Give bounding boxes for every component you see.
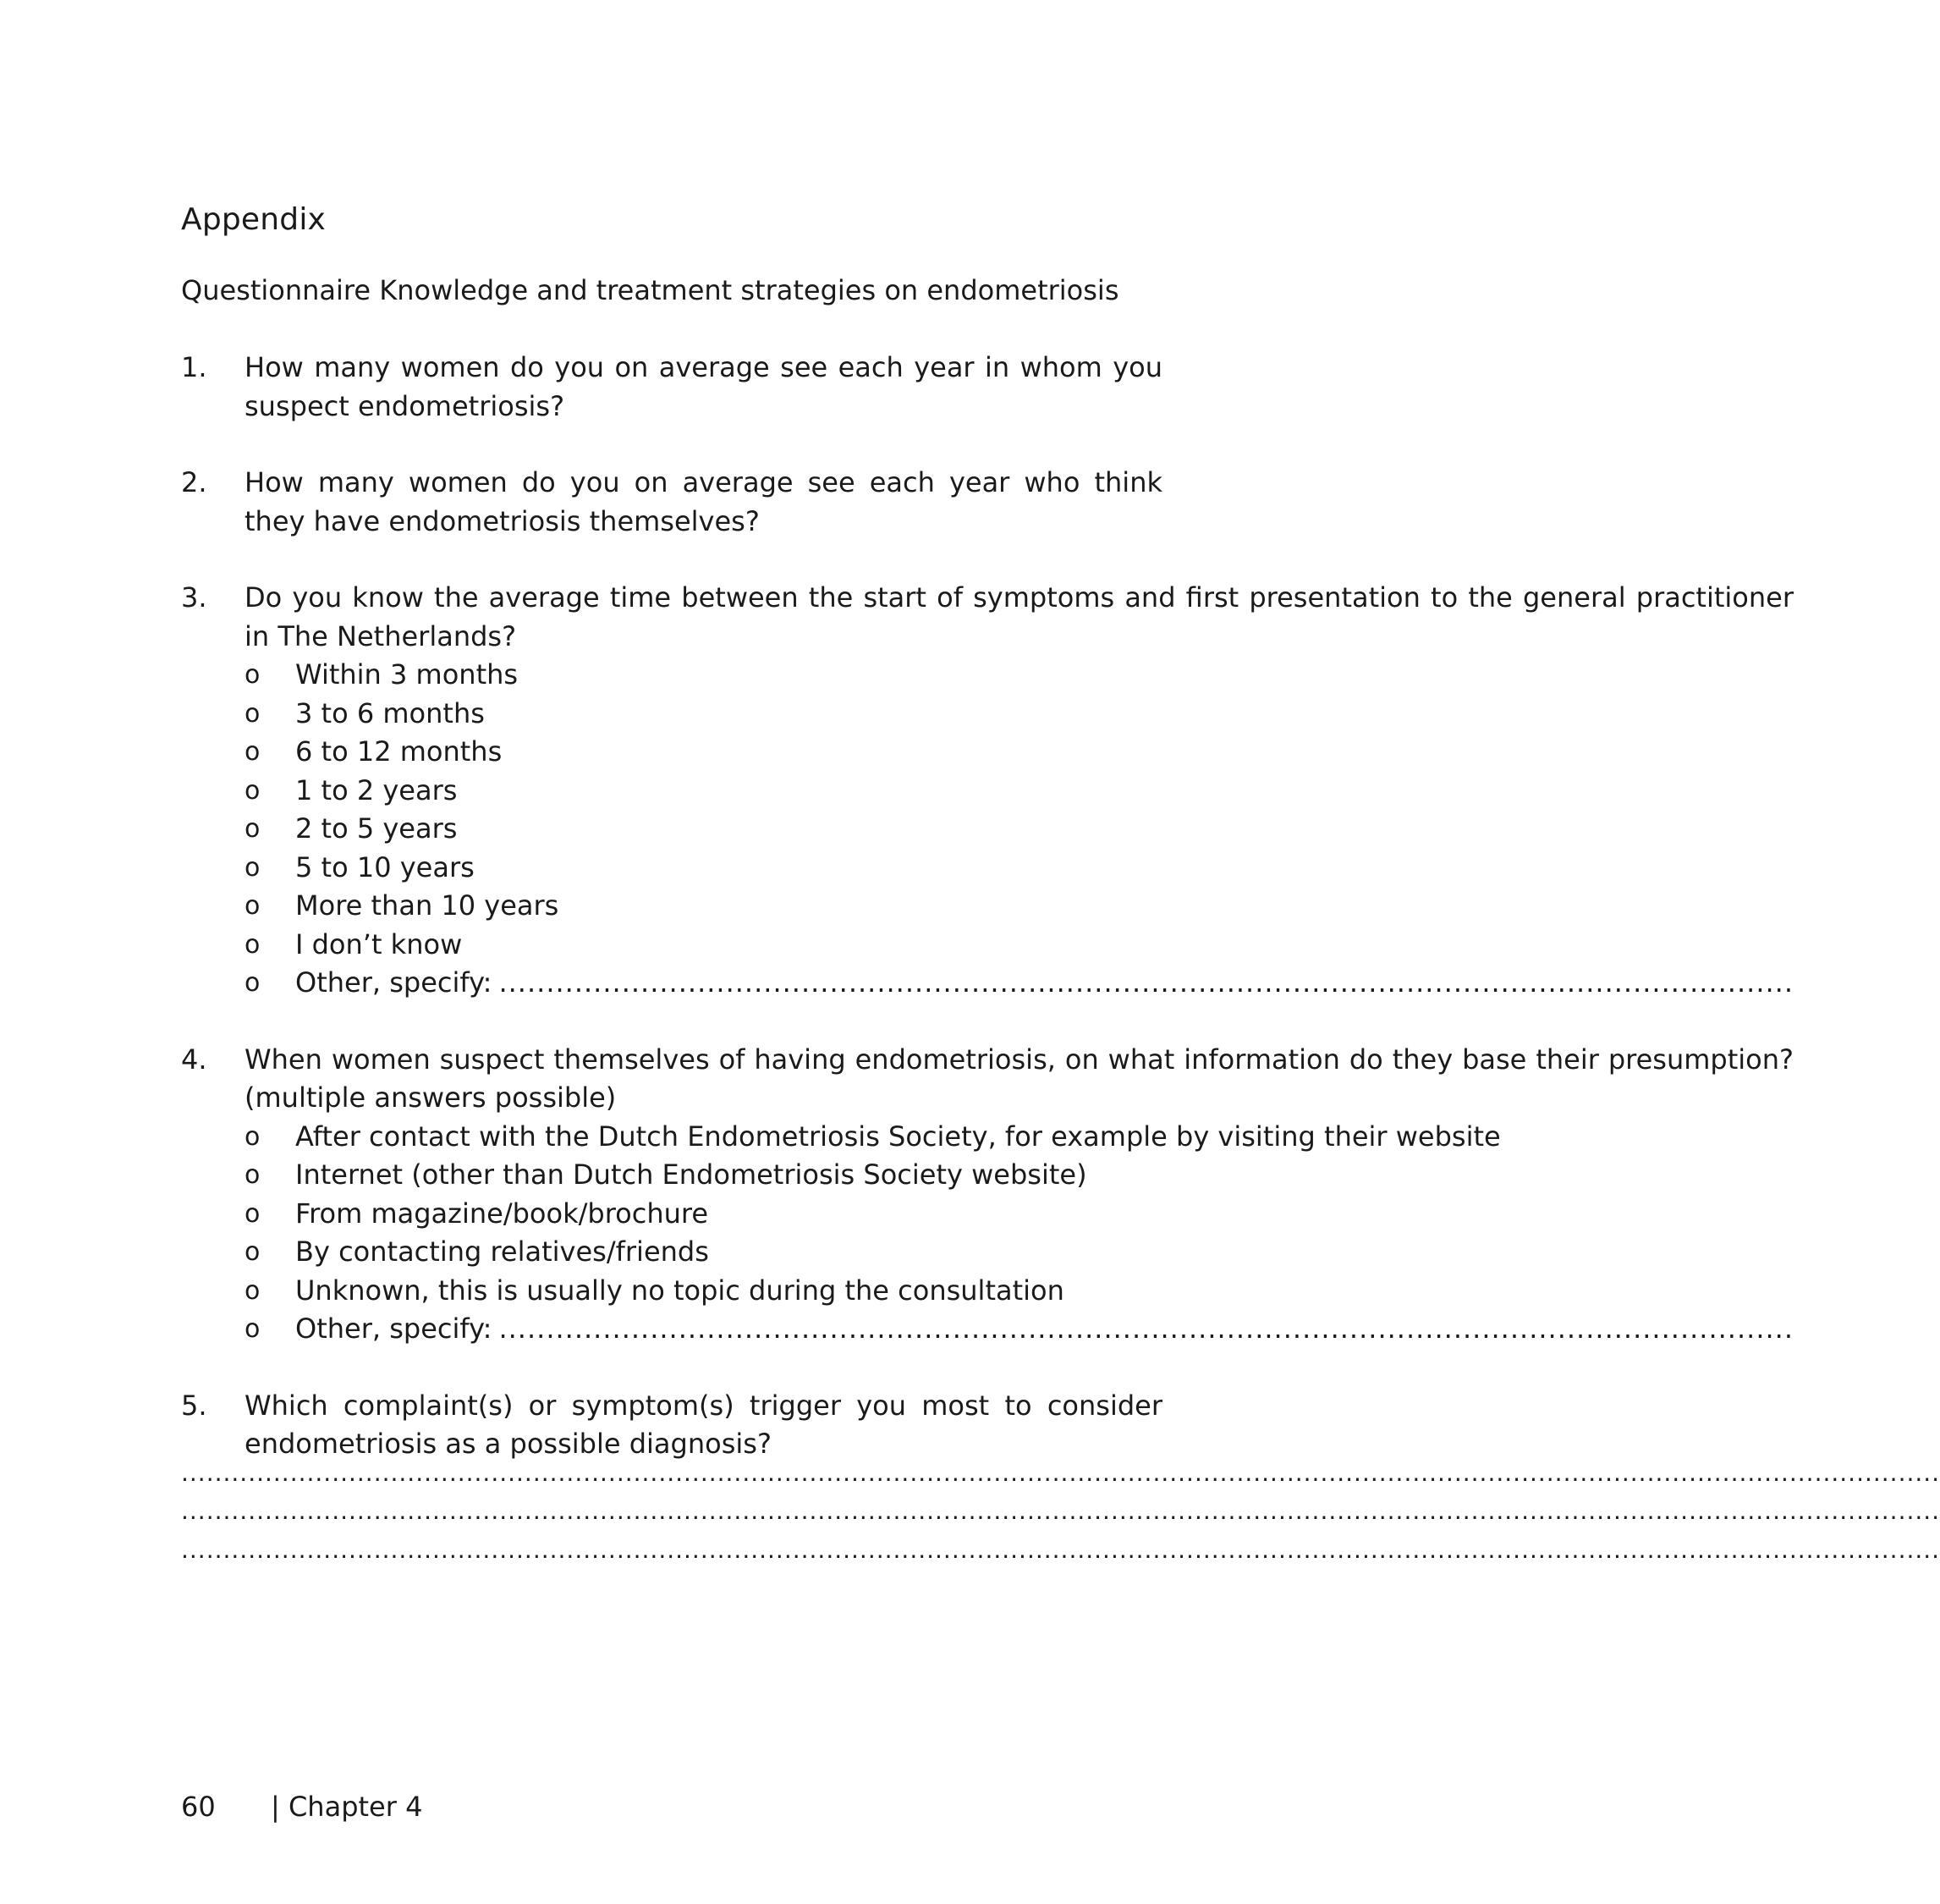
question-text: When women suspect themselves of having endometriosis, on what information do they base their presumption? (multiple answers possible) <box>245 1043 1794 1114</box>
checkbox-circle-icon[interactable]: o <box>245 698 261 729</box>
question-number: 3. <box>181 581 207 614</box>
question-text: How many women do you on average see each year in whom you suspect endometriosis? <box>245 351 1162 422</box>
question-text: How many women do you on average see each year who think they have endometriosis themselves? <box>245 466 1162 537</box>
page-title: Appendix <box>181 202 327 237</box>
answer-option[interactable]: o After contact with the Dutch Endometriosis Society, for example by visiting their website <box>245 1118 1794 1157</box>
checkbox-circle-icon[interactable]: o <box>245 660 261 690</box>
checkbox-circle-icon[interactable]: o <box>245 1275 261 1306</box>
checkbox-circle-icon[interactable]: o <box>245 852 261 883</box>
checkbox-circle-icon[interactable]: o <box>245 737 261 767</box>
chapter-label: | Chapter 4 <box>271 1791 423 1823</box>
question-4 <box>181 1041 1794 1349</box>
page-number: 60 <box>181 1791 216 1823</box>
checkbox-circle-icon[interactable]: o <box>245 814 261 844</box>
question-3 <box>181 579 1794 1003</box>
question-number: 4. <box>181 1043 207 1076</box>
checkbox-circle-icon[interactable]: o <box>245 1160 261 1190</box>
question-list <box>181 349 1940 1569</box>
answer-option[interactable]: o 2 to 5 years <box>245 810 1794 849</box>
answer-options <box>245 656 1794 1003</box>
checkbox-circle-icon[interactable]: o <box>245 1198 261 1229</box>
checkbox-circle-icon[interactable]: o <box>245 891 261 921</box>
checkbox-circle-icon[interactable]: o <box>245 1121 261 1152</box>
answer-option[interactable]: o 6 to 12 months <box>245 733 1794 772</box>
checkbox-circle-icon[interactable]: o <box>245 929 261 960</box>
question-2 <box>181 464 1162 541</box>
checkbox-circle-icon[interactable]: o <box>245 1237 261 1267</box>
question-1 <box>181 349 1162 426</box>
checkbox-circle-icon[interactable]: o <box>245 775 261 806</box>
answer-option[interactable]: o Within 3 months <box>245 656 1794 695</box>
free-text-answer-area[interactable] <box>181 1454 1940 1570</box>
answer-option[interactable]: o I don’t know <box>245 926 1794 965</box>
other-specify-field[interactable]: ......................................................................................................................................... <box>498 1312 1794 1345</box>
checkbox-circle-icon[interactable]: o <box>245 1314 261 1344</box>
answer-option-other[interactable] <box>245 1310 1794 1349</box>
answer-option[interactable]: o Internet (other than Dutch Endometriosis Society website) <box>245 1156 1794 1195</box>
question-number: 2. <box>181 466 207 498</box>
question-text: Do you know the average time between the start of symptoms and first presentation to the general practitioner in The Netherlands? <box>245 581 1794 652</box>
answer-option[interactable]: o 5 to 10 years <box>245 849 1794 888</box>
answer-line[interactable]: .................................................................................................................................................................................................................. <box>181 1497 1940 1525</box>
question-5 <box>181 1387 1162 1464</box>
answer-option[interactable]: o From magazine/book/brochure <box>245 1195 1794 1234</box>
other-specify-field[interactable]: ......................................................................................................................................... <box>498 966 1794 999</box>
question-number: 5. <box>181 1389 207 1422</box>
checkbox-circle-icon[interactable]: o <box>245 968 261 998</box>
answer-option[interactable]: o By contacting relatives/friends <box>245 1233 1794 1272</box>
page-content <box>181 195 1940 1569</box>
question-number: 1. <box>181 351 207 383</box>
page-footer <box>181 1787 422 1826</box>
other-label: Other, specify: <box>295 966 492 999</box>
answer-option[interactable]: o Unknown, this is usually no topic during the consultation <box>245 1272 1794 1311</box>
other-label: Other, specify: <box>295 1312 492 1345</box>
answer-line[interactable]: .................................................................................................................................................................................................................. <box>181 1458 1940 1487</box>
answer-option[interactable]: o 1 to 2 years <box>245 772 1794 811</box>
answer-line[interactable]: .................................................................................................................................................................................................................. <box>181 1535 1940 1564</box>
question-text: Which complaint(s) or symptom(s) trigger you most to consider endometriosis as a possible diagnosis? <box>245 1389 1162 1460</box>
answer-option[interactable]: o 3 to 6 months <box>245 695 1794 734</box>
answer-option[interactable]: o More than 10 years <box>245 887 1794 926</box>
questionnaire-title: Questionnaire Knowledge and treatment strategies on endometriosis <box>181 274 1119 306</box>
answer-option-other[interactable] <box>245 964 1794 1003</box>
answer-options <box>245 1118 1794 1349</box>
